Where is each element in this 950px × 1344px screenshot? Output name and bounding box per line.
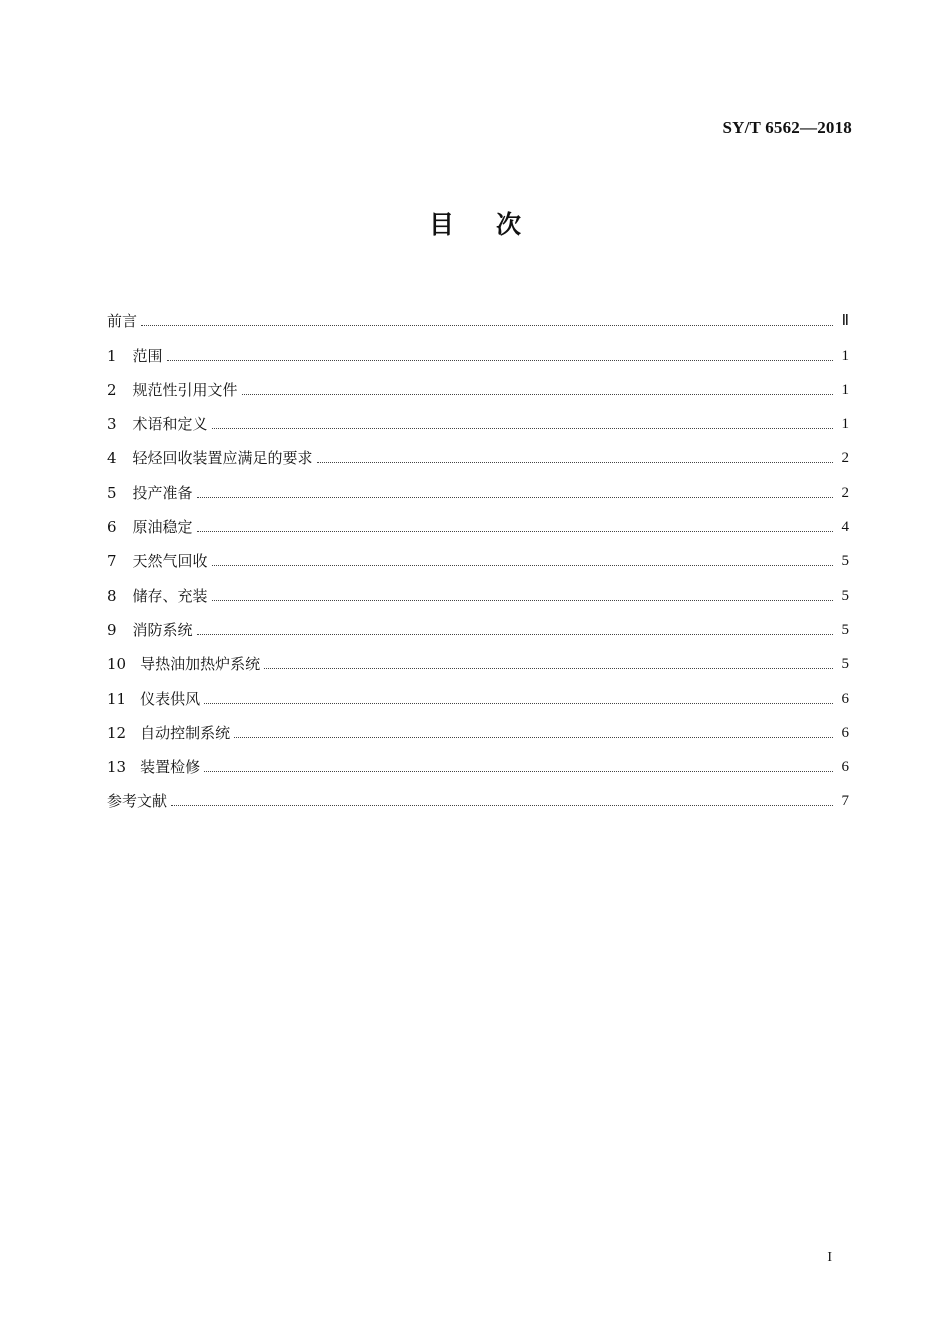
- toc-entry-label: 术语和定义: [132, 415, 208, 434]
- toc-entry-page: 5: [841, 553, 849, 570]
- toc-dot-leader: [197, 531, 833, 532]
- toc-dot-leader: [212, 428, 833, 429]
- toc-entry-number: 1: [107, 346, 117, 365]
- toc-entry-number: 8: [107, 586, 117, 605]
- toc-entry-label: 原油稳定: [132, 518, 193, 537]
- toc-entry[interactable]: [107, 709, 849, 743]
- toc-entry-number: 2: [107, 380, 117, 399]
- toc-entry[interactable]: [107, 400, 849, 434]
- toc-entry[interactable]: [107, 537, 849, 571]
- toc-entry-number: 6: [107, 518, 117, 537]
- toc-entry-label: 导热油加热炉系统: [140, 655, 261, 674]
- toc-entry-page: 1: [841, 416, 849, 433]
- toc-entry-page: 7: [841, 793, 849, 810]
- toc-entry-page: 5: [841, 587, 849, 604]
- toc-dot-leader: [317, 462, 833, 463]
- toc-entry-number: 13: [107, 758, 127, 777]
- standard-code: SY/T 6562—2018: [722, 118, 852, 137]
- toc-entry-label: 消防系统: [132, 620, 193, 639]
- toc-entry-page: 5: [841, 656, 849, 673]
- toc-entry-number: 7: [107, 552, 117, 571]
- toc-entry-label: 投产准备: [132, 483, 193, 502]
- toc-entry-label: 自动控制系统: [140, 723, 231, 742]
- toc-dot-leader: [204, 703, 833, 704]
- toc-entry-label: 装置检修: [140, 758, 201, 777]
- toc-entry[interactable]: [107, 674, 849, 708]
- toc-entry-number: 9: [107, 620, 117, 639]
- toc-entry-page: 2: [841, 484, 849, 501]
- toc-entry-number: 12: [107, 723, 127, 742]
- toc-entry-page: 2: [841, 450, 849, 467]
- toc-entry-page: 4: [841, 519, 849, 536]
- toc-entry[interactable]: [107, 743, 849, 777]
- toc-dot-leader: [171, 805, 833, 806]
- toc-dot-leader: [197, 634, 833, 635]
- toc-entry[interactable]: [107, 434, 849, 468]
- toc-dot-leader: [212, 565, 833, 566]
- toc-entry-number: 10: [107, 655, 127, 674]
- toc-entry[interactable]: [107, 606, 849, 640]
- table-of-contents: [107, 297, 849, 811]
- toc-entry[interactable]: [107, 640, 849, 674]
- toc-entry[interactable]: [107, 366, 849, 400]
- toc-entry[interactable]: [107, 297, 849, 331]
- toc-entry-page: 1: [841, 347, 849, 364]
- toc-entry-page: 6: [841, 690, 849, 707]
- toc-dot-leader: [242, 394, 833, 395]
- toc-entry[interactable]: [107, 468, 849, 502]
- toc-entry[interactable]: [107, 571, 849, 605]
- toc-dot-leader: [167, 360, 833, 361]
- toc-entry-label: 前言: [107, 312, 138, 331]
- toc-entry-number: 3: [107, 415, 117, 434]
- toc-title: 目次: [428, 210, 563, 239]
- page-number: I: [827, 1250, 832, 1265]
- toc-dot-leader: [141, 325, 833, 326]
- toc-entry-number: 4: [107, 449, 117, 468]
- toc-entry-label: 范围: [132, 346, 163, 365]
- toc-entry-page: 6: [841, 724, 849, 741]
- toc-entry-label: 天然气回收: [132, 552, 208, 571]
- toc-dot-leader: [212, 600, 833, 601]
- toc-entry-page: 6: [841, 759, 849, 776]
- toc-dot-leader: [234, 737, 833, 738]
- toc-dot-leader: [264, 668, 833, 669]
- toc-entry-label: 轻烃回收装置应满足的要求: [132, 449, 313, 468]
- toc-entry-label: 储存、充装: [132, 586, 208, 605]
- toc-entry-label: 仪表供风: [140, 689, 201, 708]
- toc-dot-leader: [204, 771, 833, 772]
- toc-entry[interactable]: [107, 331, 849, 365]
- toc-entry[interactable]: [107, 777, 849, 811]
- toc-entry-number: 11: [107, 689, 127, 708]
- toc-entry-number: 5: [107, 483, 117, 502]
- toc-entry-page: Ⅱ: [841, 313, 849, 330]
- toc-entry-page: 5: [841, 621, 849, 638]
- toc-entry-label: 规范性引用文件: [132, 380, 238, 399]
- toc-entry-page: 1: [841, 381, 849, 398]
- toc-entry[interactable]: [107, 503, 849, 537]
- toc-dot-leader: [197, 497, 833, 498]
- toc-entry-label: 参考文献: [107, 792, 168, 811]
